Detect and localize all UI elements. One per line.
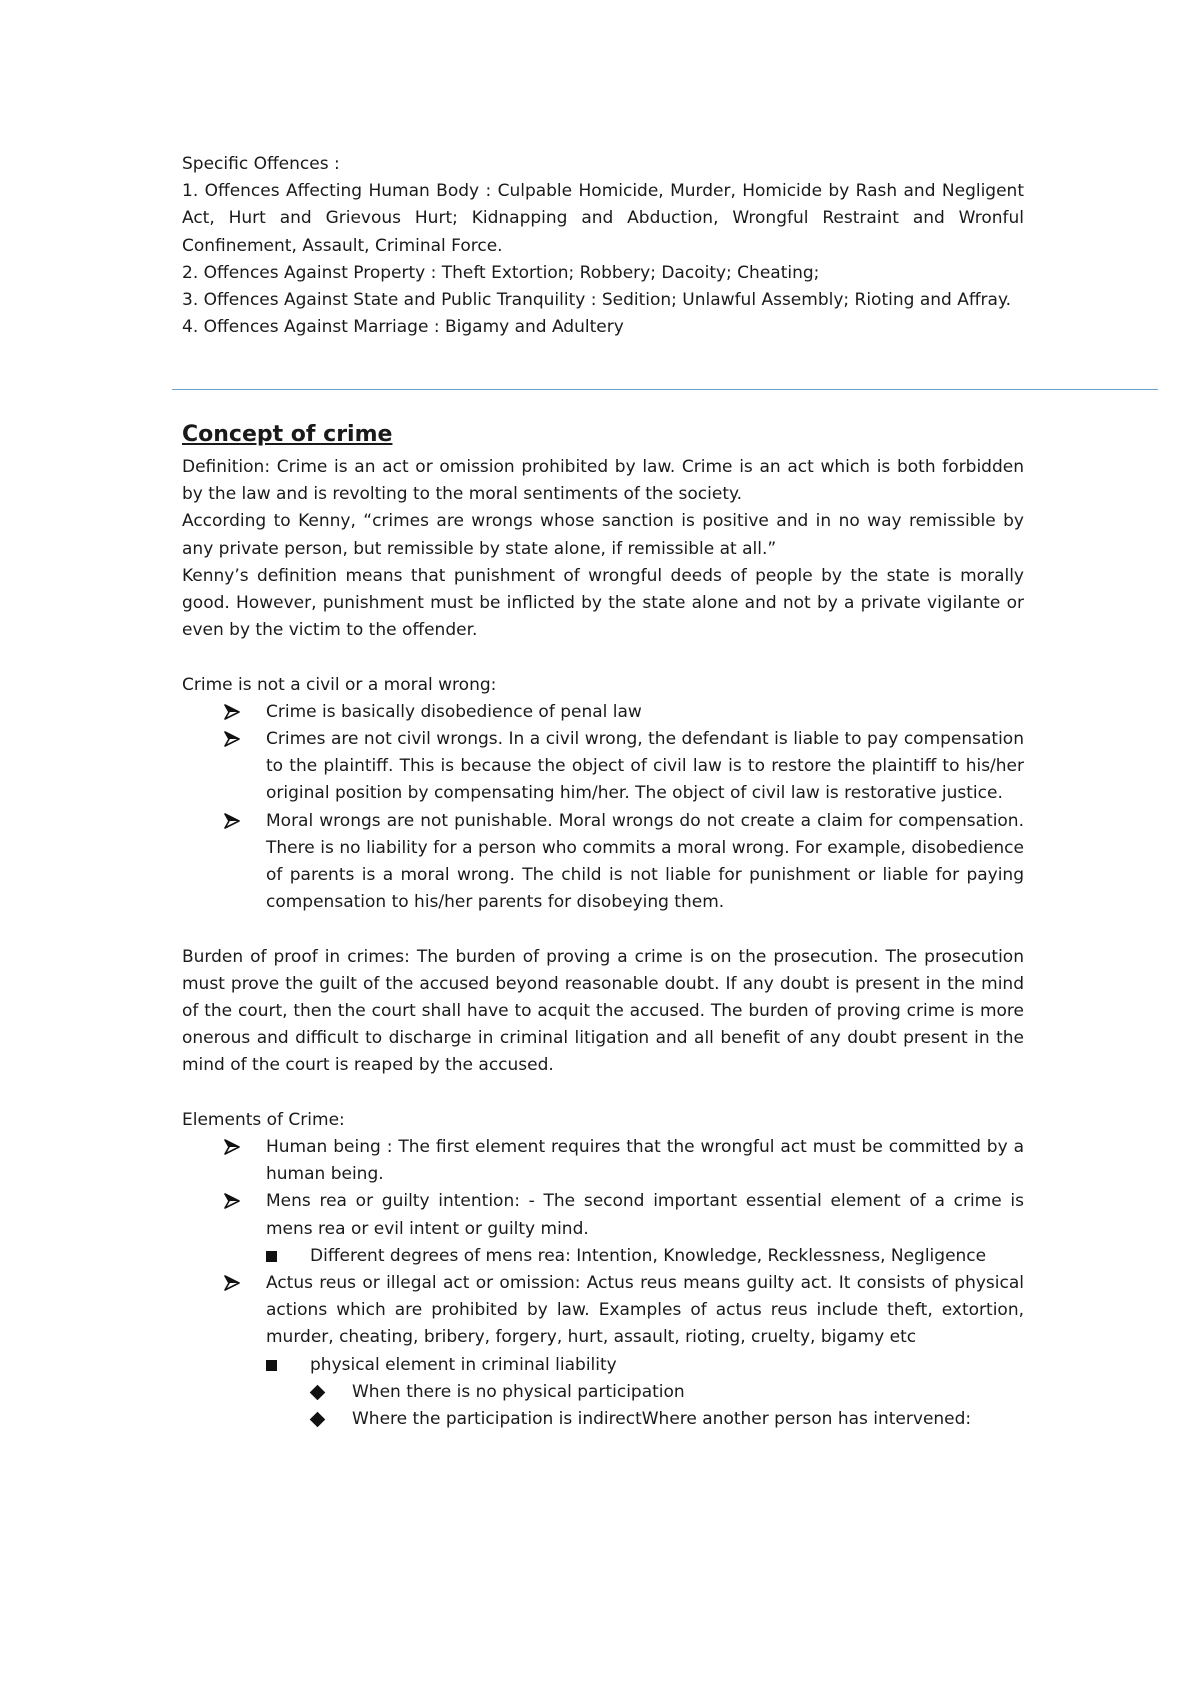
diamond-bullet-icon [310,1406,323,1434]
list-item [182,1243,1024,1270]
kenny-meaning-paragraph: Kenny’s definition means that punishment of wrongful deeds of people by the state is morally good. However, punishment must be inflicted by the state alone and not by a private vigilante or even by the victim to the offender. [182,565,1024,641]
list-item [182,1270,1024,1352]
square-bullet-icon [266,1243,277,1271]
definition-paragraph: Definition: Crime is an act or omission prohibited by law. Crime is an act which is both forbidden by the law and is revolting to the moral sentiments of the society. [182,457,1024,505]
arrow-bullet-icon [224,726,246,756]
list-item-text: Where the participation is indirectWhere another person has intervened: [352,1409,972,1430]
concept-section [182,454,1024,1433]
list-item [182,726,1024,808]
offence-item-2: 2. Offences Against Property : Theft Extortion; Robbery; Dacoity; Cheating; [182,262,820,283]
list-item-text: Actus reus or illegal act or omission: Actus reus means guilty act. It consists of physical actions which are prohibited by law. Examples of actus reus include theft, extortion, murder, cheating, bribery, forgery, hurt, assault, rioting, cruelty, bigamy etc [266,1273,1024,1348]
list-item-text: Moral wrongs are not punishable. Moral wrongs do not create a claim for compensation. There is no liability for a person who commits a moral wrong. For example, disobedience of parents is a moral wrong. The child is not liable for punishment or liable for paying compensation to his/her parents for disobeying them. [266,810,1024,913]
specific-offences-section [182,151,1024,341]
offence-item-1: 1. Offences Affecting Human Body : Culpable Homicide, Murder, Homicide by Rash and Negligent Act, Hurt and Grievous Hurt; Kidnapping and Abduction, Wrongful Restraint and Wronful Confinement, Assault, Criminal Force. [182,181,1024,256]
list-item-text: Mens rea or guilty intention: - The second important essential element of a crime is mens rea or evil intent or guilty mind. [266,1191,1024,1239]
offence-item-4: 4. Offences Against Marriage : Bigamy and Adultery [182,317,624,338]
list-item [182,1406,1024,1433]
horizontal-divider [172,389,1158,390]
list-item [182,808,1024,917]
not-civil-heading: Crime is not a civil or a moral wrong: [182,674,497,695]
arrow-bullet-icon [224,1270,246,1300]
diamond-bullet-icon [310,1379,323,1407]
list-item-text: Crime is basically disobedience of penal law [266,701,642,722]
burden-of-proof-paragraph: Burden of proof in crimes: The burden of proving a crime is on the prosecution. The prosecution must prove the guilt of the accused beyond reasonable doubt. If any doubt is present in the mind of the court, then the court shall have to acquit the accused. The burden of proving crime is more onerous and difficult to discharge in criminal litigation and all benefit of any doubt present in the mind of the court is reaped by the accused. [182,946,1024,1076]
list-item [182,699,1024,726]
square-bullet-icon [266,1352,277,1380]
elements-heading: Elements of Crime: [182,1109,345,1130]
list-item-text: Different degrees of mens rea: Intention, Knowledge, Recklessness, Negligence [310,1245,987,1266]
specific-offences-heading: Specific Offences : [182,154,340,174]
arrow-bullet-icon [224,1188,246,1218]
list-item-text: Human being : The first element requires that the wrongful act must be committed by a human being. [266,1137,1024,1185]
list-item [182,1134,1024,1188]
list-item [182,1188,1024,1242]
arrow-bullet-icon [224,808,246,838]
kenny-quote-paragraph: According to Kenny, “crimes are wrongs whose sanction is positive and in no way remissible by any private person, but remissible by state alone, if remissible at all.” [182,511,1024,559]
list-item [182,1352,1024,1379]
list-item-text: Crimes are not civil wrongs. In a civil wrong, the defendant is liable to pay compensation to the plaintiff. This is because the object of civil law is to restore the plaintiff to his/her original position by compensating him/her. The object of civil law is restorative justice. [266,729,1024,804]
offence-item-3: 3. Offences Against State and Public Tranquility : Sedition; Unlawful Assembly; Rioting and Affray. [182,290,1011,311]
arrow-bullet-icon [224,699,246,729]
list-item-text: physical element in criminal liability [310,1354,617,1375]
concept-of-crime-heading: Concept of crime [182,422,393,447]
list-item [182,1379,1024,1406]
arrow-bullet-icon [224,1134,246,1164]
list-item-text: When there is no physical participation [352,1381,685,1402]
